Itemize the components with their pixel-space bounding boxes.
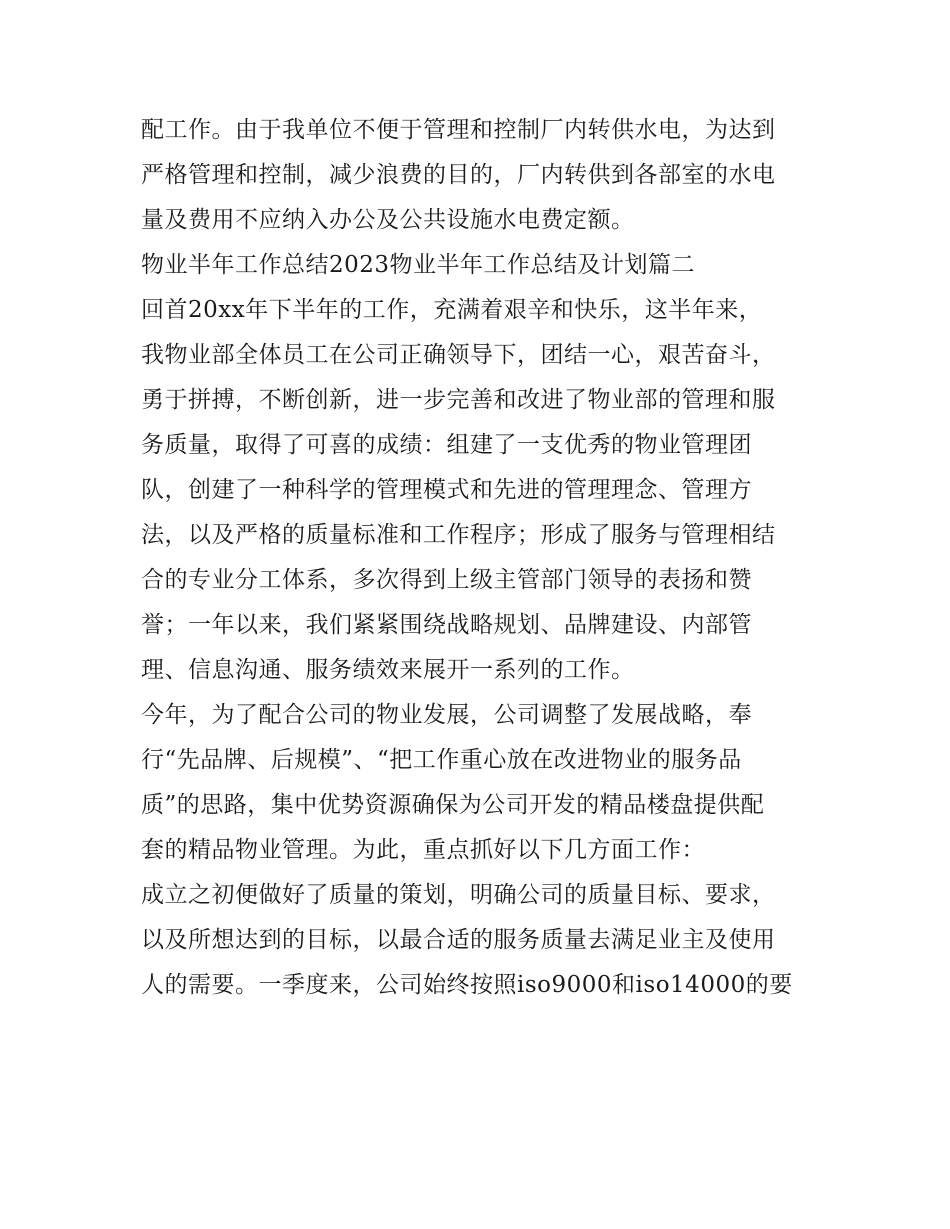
text-line: 理、信息沟通、服务绩效来展开一系列的工作。	[141, 657, 635, 683]
text-line: 严格管理和控制，减少浪费的目的，厂内转供到各部室的水电	[141, 162, 776, 188]
text-line: 人的需要。一季度来，公司始终按照iso9000和iso14000的要	[141, 972, 793, 998]
section-heading: 物业半年工作总结2023物业半年工作总结及计划篇二	[141, 252, 696, 278]
text-line: 合的专业分工体系，多次得到上级主管部门领导的表扬和赞	[141, 567, 752, 593]
text-line: 量及费用不应纳入办公及公共设施水电费定额。	[141, 207, 635, 233]
text-line: 誉；一年以来，我们紧紧围绕战略规划、品牌建设、内部管	[141, 612, 752, 638]
text-line: 勇于拼搏，不断创新，进一步完善和改进了物业部的管理和服	[141, 387, 776, 413]
text-line: 队，创建了一种科学的管理模式和先进的管理理念、管理方	[141, 477, 752, 503]
text-line: 行“先品牌、后规模”、“把工作重心放在改进物业的服务品	[141, 747, 742, 773]
text-line: 今年，为了配合公司的物业发展，公司调整了发展战略，奉	[141, 702, 752, 728]
text-line: 我物业部全体员工在公司正确领导下，团结一心，艰苦奋斗，	[141, 342, 776, 368]
text-line: 配工作。由于我单位不便于管理和控制厂内转供水电，为达到	[141, 117, 776, 143]
text-line: 以及所想达到的目标，以最合适的服务质量去满足业主及使用	[141, 927, 776, 953]
text-line: 套的精品物业管理。为此，重点抓好以下几方面工作：	[141, 837, 705, 863]
document-body	[141, 108, 813, 1008]
text-line: 务质量，取得了可喜的成绩：组建了一支优秀的物业管理团	[141, 432, 752, 458]
text-line: 回首20xx年下半年的工作，充满着艰辛和快乐，这半年来，	[141, 297, 763, 323]
text-line: 成立之初便做好了质量的策划，明确公司的质量目标、要求，	[141, 882, 776, 908]
text-line: 法，以及严格的质量标准和工作程序；形成了服务与管理相结	[141, 522, 776, 548]
text-line: 质”的思路，集中优势资源确保为公司开发的精品楼盘提供配	[141, 792, 765, 818]
